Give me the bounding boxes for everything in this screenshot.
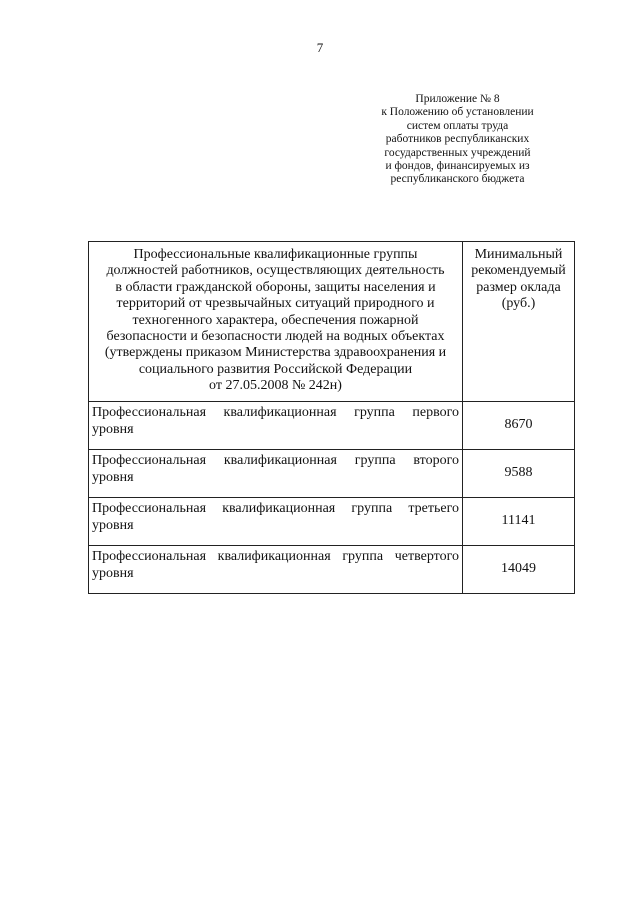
word: Профессиональная [92,404,207,420]
header-min-salary [463,242,575,402]
group-name-line: уровня [92,421,134,437]
word: первого [412,404,459,420]
table-row [89,449,575,497]
group-name [89,401,463,449]
appendix-note [350,93,565,187]
word: квалификационная [223,404,337,420]
group-name [89,497,463,545]
word: квалификационная [222,500,336,516]
word: группа [354,452,396,468]
word: Профессиональная [92,500,207,516]
appendix-line: систем оплаты труда [406,119,509,132]
appendix-line: государственных учреждений [384,146,531,159]
header-group-description [89,242,463,402]
appendix-line: и фондов, финансируемых из [385,160,530,173]
group-name-line: уровня [92,565,134,581]
header-line: техногенного характера, обеспечения пожарной [132,312,419,328]
header-line: должностей работников, осуществляющих деятельность [106,263,445,279]
header-line: Профессиональные квалификационные группы [133,247,418,262]
word: третьего [408,500,459,516]
header-line: размер оклада [476,279,561,295]
word: второго [413,452,459,468]
appendix-line: работников республиканских [385,133,530,146]
word: Профессиональная [92,548,207,564]
table-row [89,401,575,449]
salary-value: 14049 [463,545,575,593]
group-name-line: уровня [92,469,134,485]
table-row [89,545,575,593]
page-number: 7 [316,40,324,55]
salary-value: 9588 [463,449,575,497]
header-line: Минимальный [474,247,563,262]
group-name-line [92,452,459,469]
header-line: в области гражданской обороны, защиты населения и [115,279,436,295]
word: Профессиональная [92,452,207,468]
group-name-line: уровня [92,517,134,533]
salary-value: 11141 [463,497,575,545]
word: группа [342,548,384,564]
word: четвертого [394,548,459,564]
word: квалификационная [217,548,331,564]
header-line: безопасности и безопасности людей на водных объектах [106,329,445,345]
appendix-line: республиканского бюджета [390,173,525,186]
header-line: (утверждены приказом Министерства здравоохранения и [104,345,447,361]
group-name-line [92,404,459,421]
salary-value: 8670 [463,401,575,449]
table-header-row [89,242,575,402]
group-name-line [92,500,459,517]
header-line: рекомендуемый [471,263,566,279]
appendix-line: к Положению об установлении [381,106,534,119]
word: квалификационная [223,452,337,468]
group-name [89,449,463,497]
header-line: социального развития Российской Федерации [138,361,413,377]
group-name-line [92,548,459,565]
header-line: территорий от чрезвычайных ситуаций природного и [116,296,435,312]
header-line: (руб.) [501,296,536,312]
table-row [89,497,575,545]
word: группа [351,500,393,516]
group-name [89,545,463,593]
salary-table [88,241,575,594]
word: группа [354,404,395,420]
appendix-line: Приложение № 8 [415,93,500,105]
header-line: от 27.05.2008 № 242н) [209,378,342,394]
